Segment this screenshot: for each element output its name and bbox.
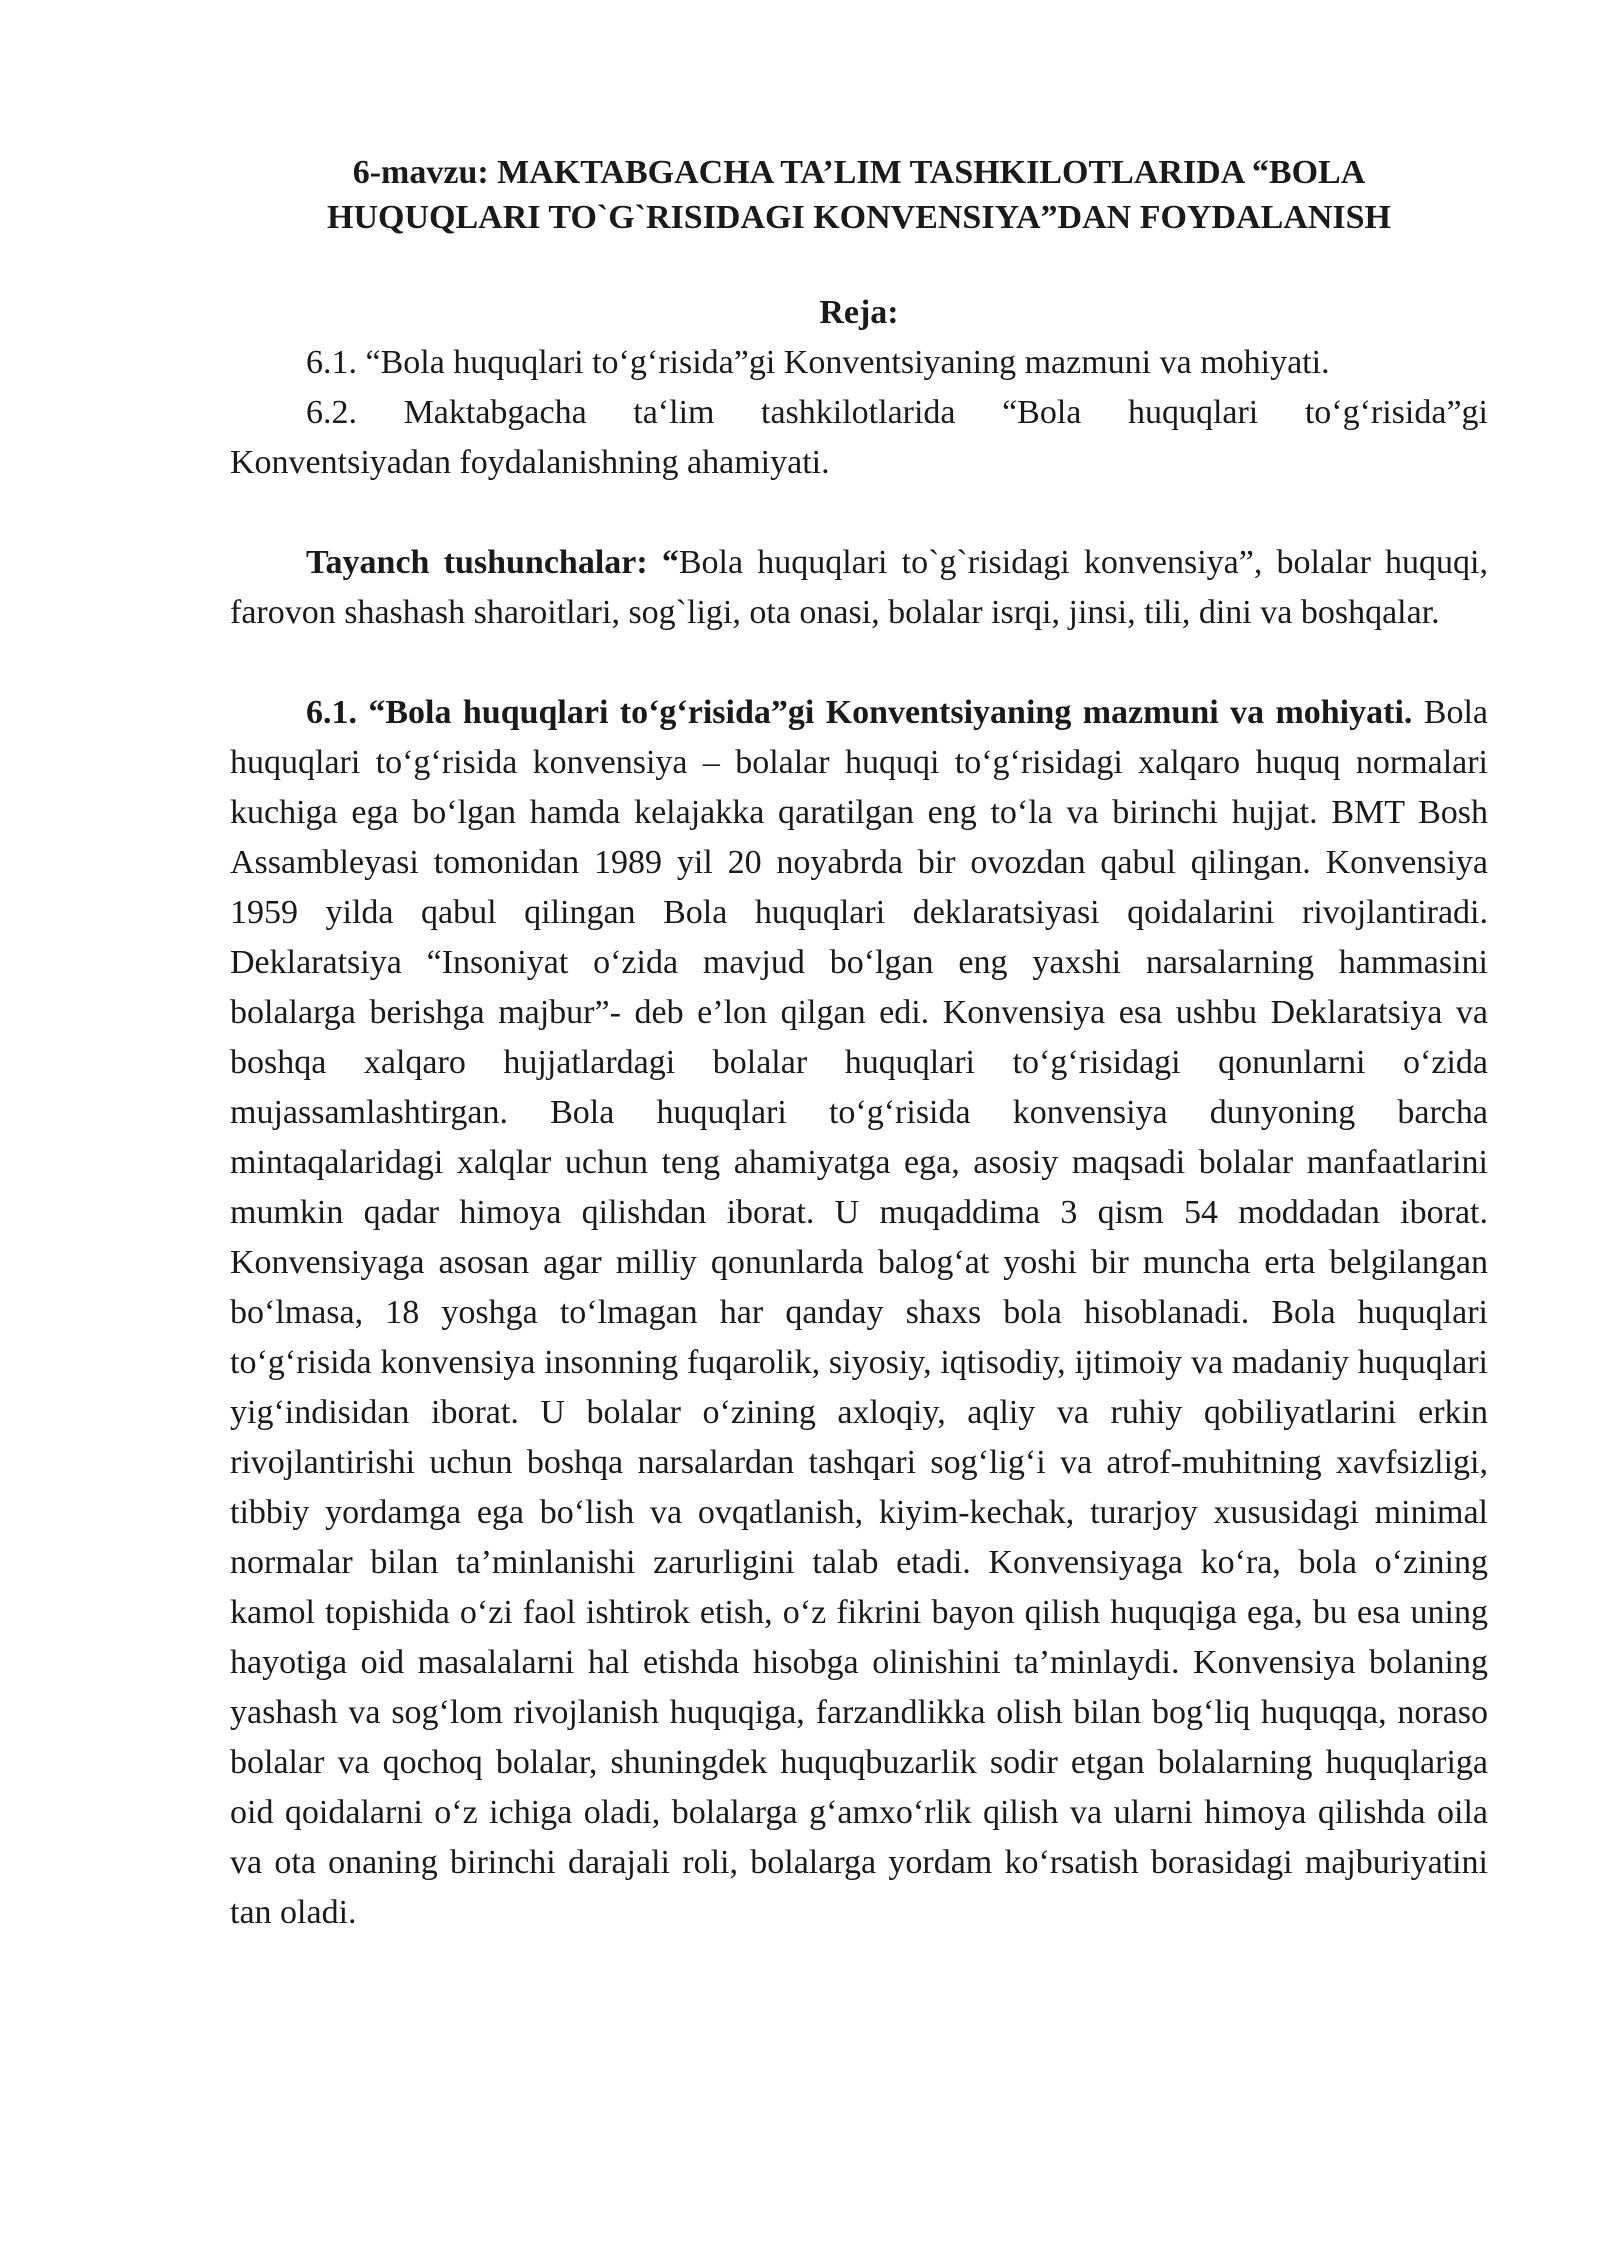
- key-concepts-text: Bola huquqlari to`g`risidagi konvensiya”, bolalar huquqi, farovon shashash sharoitlari, sog`ligi, ota onasi, bolalar isrqi, jinsi, tili, dini va boshqalar.: [230, 544, 1488, 631]
- plan-heading: Reja:: [819, 294, 899, 331]
- title-line-2: HUQUQLARI TO`G`RISIDAGI KONVENSIYA”DAN FOYDALANISH: [327, 199, 1391, 236]
- title-line-1: 6-mavzu: MAKTABGACHA TA’LIM TASHKILOTLARIDA “BOLA: [352, 154, 1366, 191]
- plan-item-1: 6.1. “Bola huquqlari to‘g‘risida”gi Konventsiyaning mazmuni va mohiyati.: [306, 344, 1330, 381]
- document-page: [230, 150, 1488, 1938]
- plan-item-2: 6.2. Maktabgacha ta‘lim tashkilotlarida “Bola huquqlari to‘g‘risida”gi Konventsiyadan foydalanishning ahamiyati.: [230, 394, 1488, 481]
- key-concepts-paragraph: [230, 538, 1488, 638]
- plan-list: [230, 338, 1488, 488]
- section-6-1-heading: 6.1. “Bola huquqlari to‘g‘risida”gi Konventsiyaning mazmuni va mohiyati.: [306, 694, 1413, 731]
- section-6-1-paragraph: [230, 688, 1488, 1938]
- document-title: [230, 150, 1488, 240]
- section-6-1-text: Bola huquqlari to‘g‘risida konvensiya – bolalar huquqi to‘g‘risidagi xalqaro huquq normalari kuchiga ega bo‘lgan hamda kelajakka qaratilgan eng to‘la va birinchi hujjat. BMT Bosh Assambleyasi tomonidan 1989 yil 20 noyabrda bir ovozdan qabul qilingan. Konvensiya 1959 yilda qabul qilingan Bola huquqlari deklaratsiyasi qoidalarini rivojlantiradi. Deklaratsiya “Insoniyat o‘zida mavjud bo‘lgan eng yaxshi narsalarning hammasini bolalarga berishga majbur”- deb e’lon qilgan edi. Konvensiya esa ushbu Deklaratsiya va boshqa xalqaro hujjatlardagi bolalar huquqlari to‘g‘risidagi qonunlarni o‘zida mujassamlashtirgan. Bola huquqlari to‘g‘risida konvensiya dunyoning barcha mintaqalaridagi xalqlar uchun teng ahamiyatga ega, asosiy maqsadi bolalar manfaatlarini mumkin qadar himoya qilishdan iborat. U muqaddima 3 qism 54 moddadan iborat. Konvensiyaga asosan agar milliy qonunlarda balog‘at yoshi bir muncha erta belgilangan bo‘lmasa, 18 yoshga to‘lmagan har qanday shaxs bola hisoblanadi. Bola huquqlari to‘g‘risida konvensiya insonning fuqarolik, siyosiy, iqtisodiy, ijtimoiy va madaniy huquqlari yig‘indisidan iborat. U bolalar o‘zining axloqiy, aqliy va ruhiy qobiliyatlarini erkin rivojlantirishi uchun boshqa narsalardan tashqari sog‘lig‘i va atrof-muhitning xavfsizligi, tibbiy yordamga ega bo‘lish va ovqatlanish, kiyim-kechak, turarjoy xususidagi minimal normalar bilan ta’minlanishi zarurligini talab etadi. Konvensiyaga ko‘ra, bola o‘zining kamol topishida o‘zi faol ishtirok etish, o‘z fikrini bayon qilish huquqiga ega, bu esa uning hayotiga oid masalalarni hal etishda hisobga olinishini ta’minlaydi. Konvensiya bolaning yashash va sog‘lom rivojlanish huquqiga, farzandlikka olish bilan bog‘liq huquqqa, noraso bolalar va qochoq bolalar, shuningdek huquqbuzarlik sodir etgan bolalarning huquqlariga oid qoidalarni o‘z ichiga oladi, bolalarga g‘amxo‘rlik qilish va ularni himoya qilishda oila va ota onaning birinchi darajali roli, bolalarga yordam ko‘rsatish borasidagi majburiyatini tan oladi.: [230, 694, 1488, 1931]
- key-concepts-label: Tayanch tushunchalar: “: [306, 544, 679, 581]
